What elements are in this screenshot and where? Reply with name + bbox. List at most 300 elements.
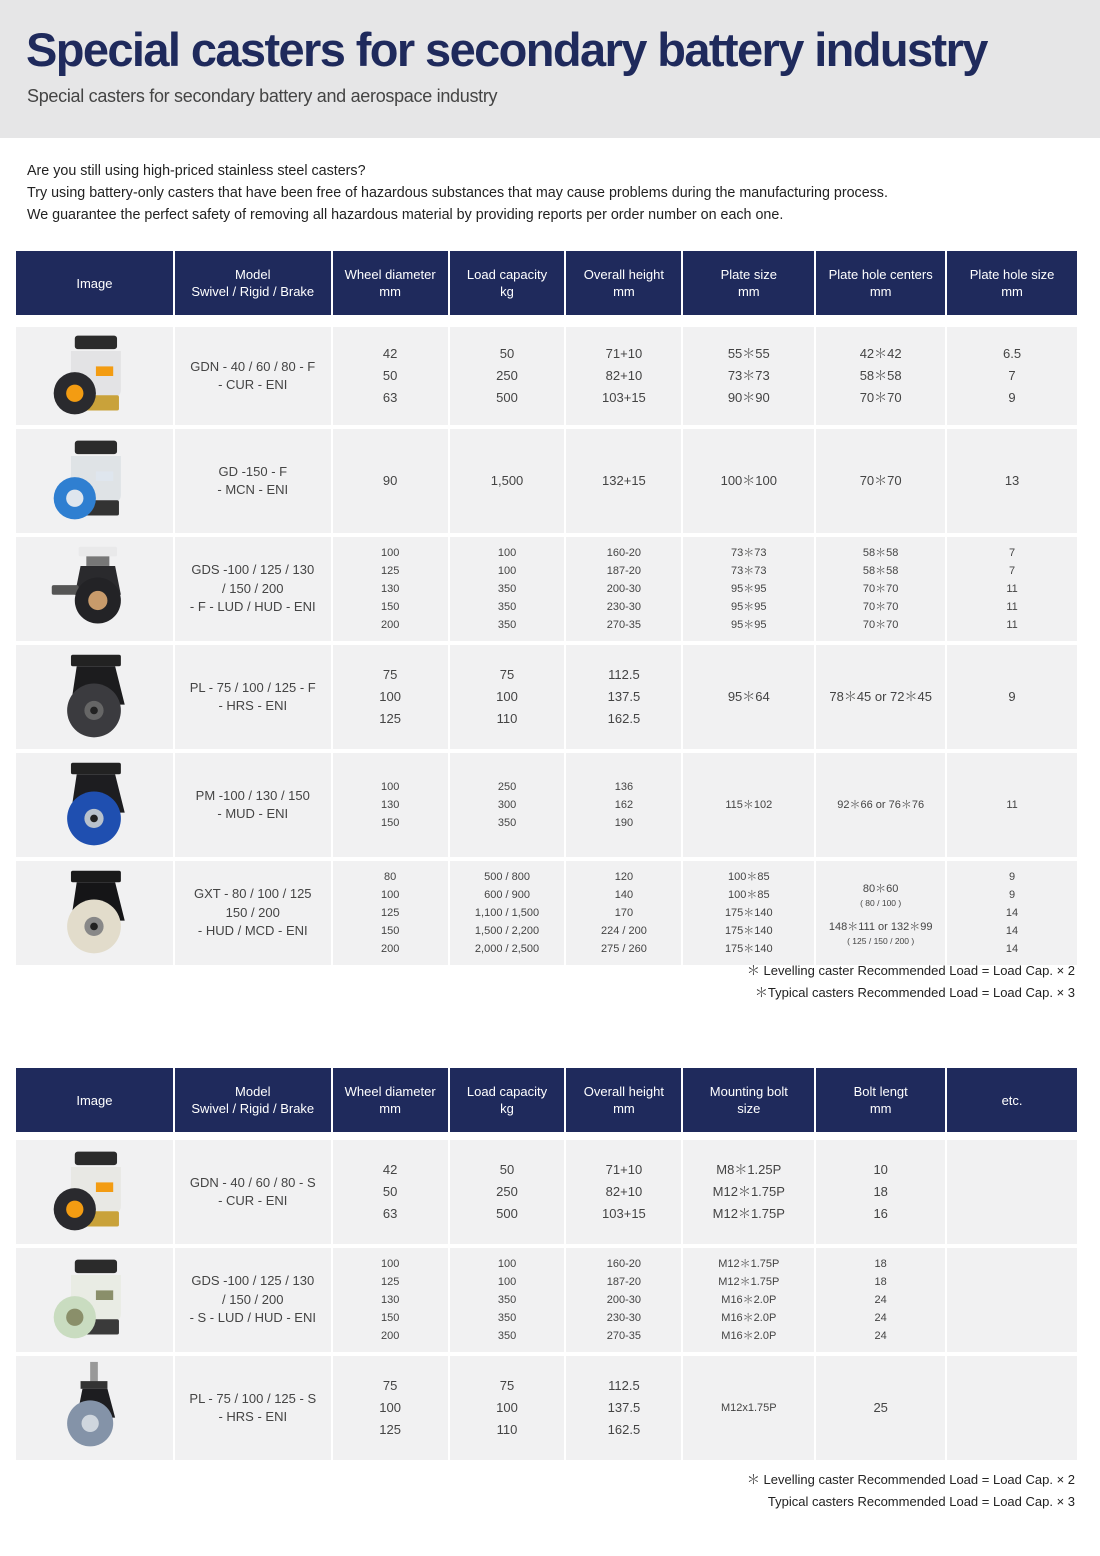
wheel-cell [333, 753, 448, 857]
load-cell [450, 429, 565, 533]
table-row [16, 327, 1077, 425]
bolt-length-cell [816, 1356, 945, 1460]
caster-image [16, 327, 173, 425]
plate-centers-cell [816, 645, 945, 749]
height-cell [566, 327, 681, 425]
wheel-cell [333, 327, 448, 425]
model-cell-value: - HUD / MCD - ENI [197, 923, 308, 939]
height-cell [566, 753, 681, 857]
plate-hole-cell [947, 537, 1077, 641]
col-header-plate-size: Plate size mm [683, 251, 814, 315]
spec-table-plate [16, 251, 1077, 965]
plate-size-cell-value: 95＊64 [727, 689, 770, 704]
table-row [16, 429, 1077, 533]
plate-size-cell-value: 100＊85 [728, 871, 770, 883]
height-cell-value: 162.5 [607, 711, 641, 726]
plate-hole-cell-value: 14 [1005, 907, 1019, 919]
plate-hole-cell-value: 9 [1008, 390, 1016, 405]
swivel-caster-beige-wheel-icon [46, 865, 142, 961]
plate-size-cell-value: 73＊73 [727, 368, 770, 383]
plate-centers-cell-note: ( 125 / 150 / 200 ) [847, 936, 915, 946]
load-cell-value: 250 [496, 368, 518, 383]
model-cell-value: GDS -100 / 125 / 130 [191, 1273, 315, 1289]
table-row [16, 753, 1077, 857]
height-cell-value: 170 [614, 907, 634, 919]
etc-cell [947, 1356, 1077, 1460]
bolt-length-cell-value: 18 [874, 1258, 887, 1270]
height-cell-value: 224 / 200 [600, 925, 647, 937]
height-cell-value: 270-35 [606, 1330, 642, 1342]
bolt-size-cell [683, 1140, 814, 1244]
load-cell-value: 110 [496, 1422, 518, 1437]
height-cell [566, 1248, 681, 1352]
height-cell-value: 200-30 [606, 583, 642, 595]
plate-size-cell [683, 327, 814, 425]
intro-line: Try using battery-only casters that have been free of hazardous substances that may cause problems during the manufacturing process. [27, 185, 888, 201]
load-cell [450, 645, 565, 749]
height-cell-value: 200-30 [606, 1294, 642, 1306]
caster-image [16, 753, 173, 857]
col-header-wheel: Wheel diameter mm [333, 1068, 448, 1132]
recommended-load-note: Typical casters Recommended Load = Load Cap. × 3 [767, 1494, 1075, 1509]
model-cell-value: - MCN - ENI [217, 482, 289, 497]
model-cell-value: PM -100 / 130 / 150 [195, 787, 310, 803]
plate-centers-cell-value: 42＊42 [859, 346, 902, 361]
height-cell-value: 103+15 [602, 390, 646, 405]
plate-centers-cell-value: 70＊70 [859, 473, 902, 488]
wheel-cell [333, 537, 448, 641]
plate-size-cell-value: 73＊73 [731, 565, 767, 577]
spec-table-stem [16, 1068, 1077, 1460]
model-cell [175, 1248, 331, 1352]
plate-hole-cell-value: 9 [1008, 689, 1016, 704]
table-row [16, 1248, 1077, 1352]
load-cell-value: 350 [497, 1330, 517, 1342]
page-subtitle: Special casters for secondary battery and aerospace industry [27, 86, 498, 106]
recommended-load-note: ＊ Levelling caster Recommended Load = Load Cap. × 2 [746, 963, 1075, 978]
model-cell-value: - MUD - ENI [217, 806, 289, 821]
model-cell [175, 753, 331, 857]
load-cell [450, 537, 565, 641]
bolt-size-cell-value: M12＊1.75P [712, 1206, 785, 1221]
plate-size-cell-value: 100＊100 [720, 473, 777, 488]
swivel-caster-blue-wheel-icon [46, 757, 142, 853]
caster-image [16, 645, 173, 749]
bolt-length-cell-value: 10 [873, 1162, 888, 1177]
height-cell-value: 137.5 [607, 689, 641, 704]
model-cell-value: - CUR - ENI [218, 1193, 288, 1208]
load-cell-value: 100 [497, 565, 517, 577]
model-cell-value: 150 / 200 [225, 904, 280, 920]
load-cell [450, 1356, 565, 1460]
load-cell-value: 100 [497, 1258, 517, 1270]
caster-image [16, 1356, 173, 1460]
plate-size-cell-value: 95＊95 [731, 583, 767, 595]
wheel-cell-value: 75 [382, 1378, 398, 1393]
height-cell-value: 140 [614, 889, 634, 901]
model-cell-value: - S - LUD / HUD - ENI [189, 1310, 316, 1326]
intro-text [27, 160, 1087, 226]
bolt-length-cell-value: 24 [874, 1312, 887, 1324]
wheel-cell [333, 429, 448, 533]
wheel-cell-value: 42 [382, 346, 398, 361]
model-cell [175, 1140, 331, 1244]
caster-image [16, 861, 173, 965]
load-cell-value: 1,500 / 2,200 [474, 925, 540, 937]
height-cell-value: 103+15 [602, 1206, 646, 1221]
col-header-wheel: Wheel diameter mm [333, 251, 448, 315]
bolt-size-cell-value: M16＊2.0P [721, 1294, 777, 1306]
wheel-cell [333, 1356, 448, 1460]
col-header-load: Load capacity kg [450, 251, 565, 315]
plate-hole-cell-value: 9 [1008, 889, 1016, 901]
plate-size-cell [683, 753, 814, 857]
height-cell-value: 160-20 [606, 547, 642, 559]
load-cell-value: 300 [497, 799, 517, 811]
model-cell [175, 327, 331, 425]
plate-hole-cell-value: 13 [1004, 473, 1020, 488]
table-row [16, 861, 1077, 965]
height-cell-value: 120 [614, 871, 634, 883]
plate-centers-cell [816, 429, 945, 533]
plate-size-cell [683, 645, 814, 749]
col-header-image: Image [16, 1068, 173, 1132]
load-cell-value: 350 [497, 1312, 517, 1324]
height-cell-value: 71+10 [605, 346, 643, 361]
load-cell-value: 250 [496, 1184, 518, 1199]
load-cell-value: 2,000 / 2,500 [474, 943, 540, 955]
plate-centers-cell-note: ( 80 / 100 ) [860, 898, 902, 908]
height-cell-value: 160-20 [606, 1258, 642, 1270]
wheel-cell-value: 63 [382, 390, 398, 405]
model-cell-value: - F - LUD / HUD - ENI [189, 599, 316, 615]
bolt-length-cell-value: 16 [873, 1206, 888, 1221]
col-header-bolt-length: Bolt lengt mm [816, 1068, 945, 1132]
caster-image [16, 537, 173, 641]
load-cell-value: 100 [496, 689, 518, 704]
wheel-cell-value: 80 [384, 871, 397, 883]
plate-hole-cell-value: 7 [1008, 565, 1016, 577]
bolt-length-cell-value: 24 [874, 1330, 887, 1342]
load-cell-value: 350 [497, 583, 517, 595]
col-header-load: Load capacity kg [450, 1068, 565, 1132]
plate-hole-cell-value: 14 [1005, 925, 1019, 937]
table-header [16, 251, 1077, 315]
wheel-cell-value: 75 [382, 667, 398, 682]
bolt-length-cell-value: 24 [874, 1294, 887, 1306]
wheel-cell-value: 90 [382, 473, 398, 488]
height-cell-value: 270-35 [606, 619, 642, 631]
bolt-size-cell [683, 1248, 814, 1352]
plate-hole-cell [947, 429, 1077, 533]
plate-centers-cell-value: 58＊58 [862, 547, 899, 559]
levelling-caster-blue-wheel-icon [46, 433, 142, 529]
load-cell-value: 100 [496, 1400, 518, 1415]
plate-size-cell-value: 95＊95 [731, 619, 767, 631]
wheel-cell-value: 130 [380, 1294, 400, 1306]
height-cell [566, 645, 681, 749]
model-cell-value: GD -150 - F [218, 463, 288, 479]
wheel-cell-value: 125 [380, 907, 400, 919]
caster-image [16, 1248, 173, 1352]
wheel-cell-value: 150 [380, 1312, 400, 1324]
bolt-size-cell [683, 1356, 814, 1460]
height-cell-value: 162 [614, 799, 634, 811]
load-cell-value: 50 [499, 1162, 515, 1177]
plate-size-cell-value: 175＊140 [724, 925, 773, 937]
intro-line: Are you still using high-priced stainless steel casters? [27, 163, 366, 179]
table-row [16, 1356, 1077, 1460]
plate-hole-cell [947, 861, 1077, 965]
load-cell-value: 110 [496, 711, 518, 726]
plate-size-cell [683, 861, 814, 965]
intro-line: We guarantee the perfect safety of removing all hazardous material by providing reports per order number on each one. [27, 207, 784, 223]
height-cell-value: 71+10 [605, 1162, 643, 1177]
wheel-cell-value: 200 [380, 1330, 400, 1342]
height-cell-value: 230-30 [606, 601, 642, 613]
col-header-etc: etc. [947, 1068, 1077, 1132]
model-cell [175, 645, 331, 749]
plate-hole-cell-value: 11 [1006, 799, 1018, 811]
height-cell-value: 190 [614, 817, 634, 829]
bolt-length-cell-value: 18 [873, 1184, 888, 1199]
load-cell-value: 350 [497, 619, 517, 631]
wheel-cell-value: 125 [379, 711, 401, 726]
wheel-cell-value: 100 [380, 889, 400, 901]
height-cell-value: 112.5 [608, 1378, 640, 1393]
plate-hole-cell-value: 11 [1006, 619, 1018, 631]
load-cell [450, 1140, 565, 1244]
levelling-caster-brake-icon [46, 541, 142, 637]
plate-centers-cell-value: 70＊70 [862, 583, 899, 595]
model-cell-value: - HRS - ENI [218, 698, 288, 713]
model-cell [175, 537, 331, 641]
load-cell-value: 500 / 800 [484, 871, 530, 883]
model-cell-value: - CUR - ENI [218, 377, 288, 392]
wheel-cell-value: 50 [382, 368, 398, 383]
wheel-cell-value: 200 [380, 943, 400, 955]
plate-size-cell-value: 73＊73 [731, 547, 767, 559]
load-cell-value: 75 [499, 667, 515, 682]
wheel-cell-value: 150 [380, 925, 400, 937]
wheel-cell-value: 100 [379, 689, 401, 704]
plate-size-cell-value: 175＊140 [724, 943, 773, 955]
page-title: Special casters for secondary battery industry [26, 23, 987, 76]
plate-centers-cell-value: 70＊70 [862, 601, 899, 613]
bolt-size-cell-value: M12＊1.75P [718, 1258, 780, 1270]
plate-centers-cell [816, 327, 945, 425]
plate-size-cell-value: 90＊90 [727, 390, 770, 405]
height-cell-value: 137.5 [607, 1400, 641, 1415]
bolt-size-cell-value: M12＊1.75P [718, 1276, 780, 1288]
plate-centers-cell-value: 70＊70 [859, 390, 902, 405]
height-cell [566, 861, 681, 965]
wheel-cell [333, 1140, 448, 1244]
load-cell-value: 50 [499, 346, 515, 361]
wheel-cell-value: 63 [382, 1206, 398, 1221]
plate-centers-cell-value: 92＊66 or 76＊76 [837, 799, 925, 811]
col-header-height: Overall height mm [566, 251, 681, 315]
col-header-plate-hole: Plate hole size mm [947, 251, 1077, 315]
caster-image [16, 1140, 173, 1244]
plate-size-cell-value: 100＊85 [728, 889, 770, 901]
height-cell [566, 429, 681, 533]
model-cell [175, 861, 331, 965]
plate-hole-cell-value: 7 [1008, 547, 1016, 559]
height-cell-value: 187-20 [606, 565, 642, 577]
height-cell-value: 132+15 [602, 473, 646, 488]
wheel-cell-value: 130 [380, 583, 400, 595]
wheel-cell [333, 645, 448, 749]
bolt-length-cell [816, 1140, 945, 1244]
caster-image [16, 429, 173, 533]
height-cell-value: 136 [614, 781, 634, 793]
model-cell-value: GXT - 80 / 100 / 125 [193, 886, 312, 902]
table-row [16, 537, 1077, 641]
plate-centers-cell-value: 78＊45 or 72＊45 [829, 689, 932, 704]
load-cell-value: 100 [497, 547, 517, 559]
plate-centers-cell-value: 80＊60 [862, 883, 899, 895]
model-cell-value: PL - 75 / 100 / 125 - F [189, 679, 316, 695]
levelling-caster-black-wheel-icon [46, 328, 142, 424]
height-cell-value: 82+10 [605, 368, 643, 383]
plate-centers-cell [816, 753, 945, 857]
table-row [16, 645, 1077, 749]
wheel-cell-value: 150 [380, 601, 400, 613]
height-cell-value: 162.5 [607, 1422, 641, 1437]
height-cell-value: 112.5 [608, 667, 640, 682]
plate-hole-cell-value: 14 [1005, 943, 1019, 955]
table-body [16, 315, 1077, 965]
load-cell-value: 500 [496, 1206, 518, 1221]
height-cell [566, 537, 681, 641]
height-cell-value: 275 / 260 [600, 943, 647, 955]
plate-size-cell-value: 175＊140 [724, 907, 773, 919]
wheel-cell-value: 125 [380, 1276, 400, 1288]
plate-size-cell-value: 115＊102 [725, 799, 773, 811]
plate-hole-cell-value: 9 [1008, 871, 1016, 883]
load-cell-value: 250 [497, 781, 517, 793]
recommended-load-note: ＊Typical casters Recommended Load = Load Cap. × 3 [754, 985, 1075, 1000]
bolt-size-cell-value: M16＊2.0P [721, 1330, 777, 1342]
wheel-cell-value: 42 [382, 1162, 398, 1177]
bolt-size-cell-value: M16＊2.0P [721, 1312, 777, 1324]
plate-hole-cell [947, 645, 1077, 749]
plate-centers-cell-value: 58＊58 [859, 368, 902, 383]
etc-cell [947, 1248, 1077, 1352]
plate-hole-cell-value: 11 [1006, 583, 1018, 595]
bolt-size-cell-value: M12x1.75P [720, 1402, 777, 1414]
height-cell-value: 82+10 [605, 1184, 643, 1199]
table-body [16, 1132, 1077, 1460]
col-header-bolt: Mounting bolt size [683, 1068, 814, 1132]
model-cell [175, 1356, 331, 1460]
wheel-cell-value: 130 [380, 799, 400, 811]
height-cell [566, 1140, 681, 1244]
wheel-cell-value: 100 [380, 781, 400, 793]
wheel-cell-value: 100 [380, 547, 400, 559]
load-cell-value: 100 [497, 1276, 517, 1288]
plate-hole-cell-value: 6.5 [1003, 346, 1022, 361]
wheel-cell-value: 100 [380, 1258, 400, 1270]
load-cell [450, 861, 565, 965]
wheel-cell-value: 200 [380, 619, 400, 631]
height-cell-value: 187-20 [606, 1276, 642, 1288]
col-header-plate-centers: Plate hole centers mm [816, 251, 945, 315]
model-cell-value: / 150 / 200 [222, 1291, 284, 1307]
load-cell-value: 75 [499, 1378, 515, 1393]
model-cell-value: GDN - 40 / 60 / 80 - S [189, 1174, 316, 1190]
load-cell-value: 350 [497, 601, 517, 613]
col-header-model: Model Swivel / Rigid / Brake [175, 1068, 331, 1132]
model-cell [175, 429, 331, 533]
height-cell-value: 230-30 [606, 1312, 642, 1324]
etc-cell [947, 1140, 1077, 1244]
model-cell-value: - HRS - ENI [218, 1409, 288, 1424]
wheel-cell-value: 125 [380, 565, 400, 577]
model-cell-value: GDN - 40 / 60 / 80 - F [190, 358, 316, 374]
table-row [16, 1140, 1077, 1244]
page-header [0, 0, 1100, 138]
threaded-stem-caster-icon [46, 1360, 142, 1456]
wheel-cell [333, 1248, 448, 1352]
levelling-caster-stem-icon [46, 1144, 142, 1240]
model-cell-value: PL - 75 / 100 / 125 - S [189, 1390, 317, 1406]
plate-centers-cell [816, 861, 945, 965]
bolt-length-cell-value: 18 [874, 1276, 887, 1288]
bolt-length-cell [816, 1248, 945, 1352]
swivel-caster-grey-wheel-icon [46, 649, 142, 745]
plate-centers-cell-value: 148＊111 or 132＊99 [828, 921, 933, 933]
model-cell-value: GDS -100 / 125 / 130 [191, 562, 315, 578]
plate-hole-cell [947, 327, 1077, 425]
plate-hole-cell [947, 753, 1077, 857]
load-cell-value: 600 / 900 [484, 889, 530, 901]
bolt-size-cell-value: M8＊1.25P [716, 1162, 782, 1177]
plate-size-cell-value: 95＊95 [731, 601, 767, 613]
load-cell [450, 1248, 565, 1352]
col-header-model: Model Swivel / Rigid / Brake [175, 251, 331, 315]
load-cell-value: 1,100 / 1,500 [474, 907, 540, 919]
plate-size-cell [683, 537, 814, 641]
plate-hole-cell-value: 7 [1008, 368, 1016, 383]
bolt-size-cell-value: M12＊1.75P [712, 1184, 785, 1199]
wheel-cell-value: 150 [380, 817, 400, 829]
load-cell [450, 753, 565, 857]
wheel-cell [333, 861, 448, 965]
table-header [16, 1068, 1077, 1132]
col-header-image: Image [16, 251, 173, 315]
col-header-height: Overall height mm [566, 1068, 681, 1132]
levelling-caster-green-wheel-icon [46, 1252, 142, 1348]
model-cell-value: / 150 / 200 [222, 580, 284, 596]
load-cell-value: 350 [497, 1294, 517, 1306]
load-cell-value: 500 [496, 390, 518, 405]
load-cell [450, 327, 565, 425]
plate-size-cell [683, 429, 814, 533]
recommended-load-note: ＊ Levelling caster Recommended Load = Load Cap. × 2 [746, 1472, 1075, 1487]
wheel-cell-value: 125 [379, 1422, 401, 1437]
plate-hole-cell-value: 11 [1006, 601, 1018, 613]
plate-size-cell-value: 55＊55 [727, 346, 770, 361]
plate-centers-cell-value: 70＊70 [862, 619, 899, 631]
load-cell-value: 1,500 [490, 473, 524, 488]
wheel-cell-value: 50 [382, 1184, 398, 1199]
wheel-cell-value: 100 [379, 1400, 401, 1415]
plate-centers-cell-value: 58＊58 [862, 565, 899, 577]
bolt-length-cell-value: 25 [873, 1400, 888, 1415]
plate-centers-cell [816, 537, 945, 641]
